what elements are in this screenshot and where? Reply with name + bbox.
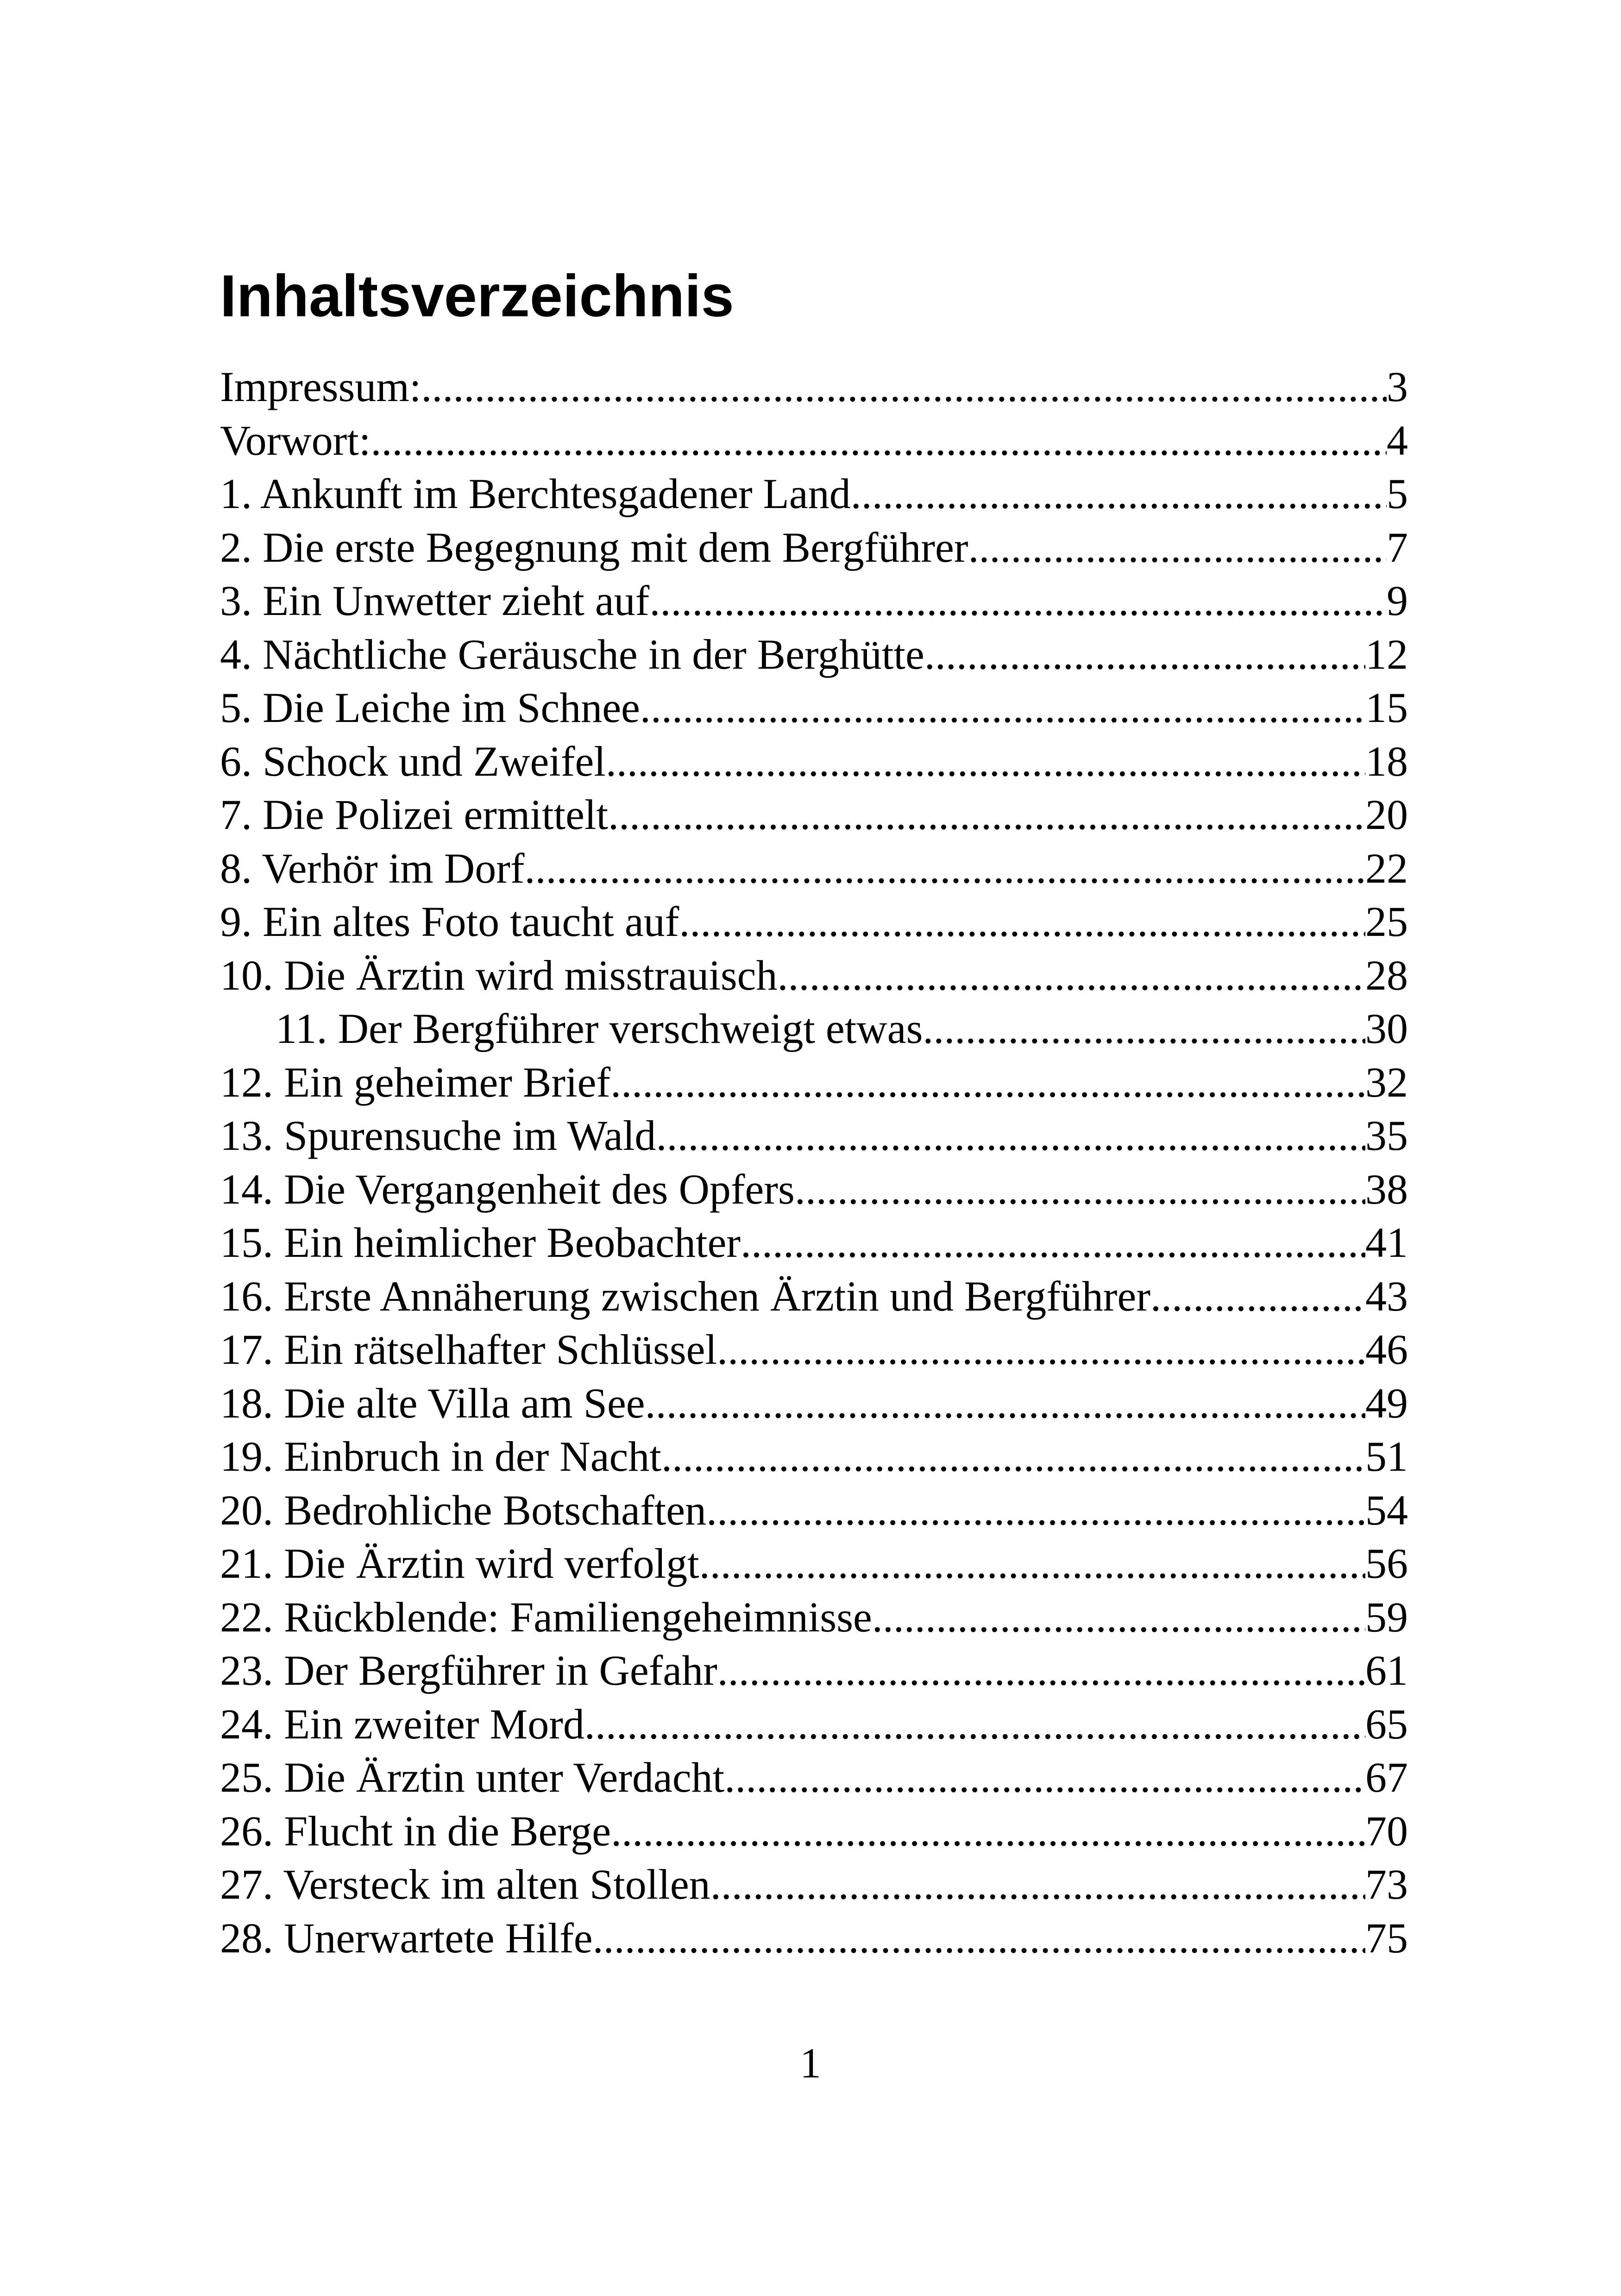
toc-entry-title: 14. Die Vergangenheit des Opfers (220, 1165, 795, 1213)
toc-entry (220, 842, 1408, 896)
toc-entry-page: 12 (1365, 630, 1408, 678)
toc-entry-page: 51 (1365, 1433, 1408, 1480)
toc-entry (220, 949, 1408, 1003)
toc-entry-page: 5 (1387, 470, 1408, 517)
toc-dot-leader (611, 1805, 1365, 1858)
toc-entry (220, 1002, 1408, 1056)
toc-entry-page: 59 (1365, 1593, 1408, 1641)
toc-dot-leader (717, 1644, 1365, 1698)
toc-entry-title: 24. Ein zweiter Mord (220, 1700, 584, 1748)
toc-entry (220, 521, 1408, 575)
toc-dot-leader (661, 1430, 1365, 1484)
toc-entry (220, 735, 1408, 789)
toc-entry-page: 28 (1365, 951, 1408, 999)
toc-entry (220, 414, 1408, 468)
toc-entry (220, 1912, 1408, 1965)
toc-entry-title: 16. Erste Annäherung zwischen Ärztin und Bergführer (220, 1272, 1150, 1320)
toc-dot-leader (584, 1698, 1365, 1751)
toc-entry-title: 8. Verhör im Dorf (220, 844, 525, 892)
toc-entry (220, 1216, 1408, 1270)
toc-entry-title: 13. Spurensuche im Wald (220, 1112, 656, 1159)
toc-entry-title: 26. Flucht in die Berge (220, 1807, 611, 1855)
toc-entry (220, 467, 1408, 521)
toc-entry (220, 360, 1408, 414)
toc-entry-title: 3. Ein Unwetter zieht auf (220, 577, 650, 624)
toc-entry (220, 1163, 1408, 1217)
toc-entry-page: 65 (1365, 1700, 1408, 1748)
toc-entry-title: 17. Ein rätselhafter Schlüssel (220, 1326, 717, 1373)
toc-dot-leader (656, 1109, 1365, 1163)
toc-entry-title: 1. Ankunft im Berchtesgadener Land (220, 470, 851, 517)
toc-entry (220, 788, 1408, 842)
toc-entry-title: Impressum: (220, 363, 421, 410)
toc-dot-leader (777, 949, 1365, 1003)
toc-dot-leader (608, 788, 1365, 842)
toc-entry-title: 23. Der Bergführer in Gefahr (220, 1647, 717, 1694)
toc-entry-page: 61 (1365, 1647, 1408, 1694)
toc-entry-page: 3 (1387, 363, 1408, 410)
toc-entry-title: 20. Bedrohliche Botschaften (220, 1486, 707, 1534)
toc-entry-title: 11. Der Bergführer verschweigt etwas (276, 1005, 923, 1052)
toc-entry-page: 4 (1387, 416, 1408, 464)
toc-entry-page: 38 (1365, 1165, 1408, 1213)
toc-entry (220, 1537, 1408, 1591)
toc-entry-title: 2. Die erste Begegnung mit dem Bergführer (220, 523, 968, 571)
toc-dot-leader (593, 1912, 1365, 1965)
toc-entry-page: 30 (1365, 1005, 1408, 1052)
toc-entry (220, 1323, 1408, 1377)
toc-entry (220, 574, 1408, 628)
toc-entry-page: 54 (1365, 1486, 1408, 1534)
toc-dot-leader (699, 1537, 1365, 1591)
toc-entry-title: 7. Die Polizei ermittelt (220, 791, 609, 838)
toc-entry (220, 1751, 1408, 1805)
toc-entry-title: 9. Ein altes Foto taucht auf (220, 898, 679, 945)
toc-entry-page: 56 (1365, 1540, 1408, 1587)
toc-entry-title: 25. Die Ärztin unter Verdacht (220, 1754, 725, 1801)
toc-dot-leader (421, 360, 1387, 414)
toc-entry-page: 25 (1365, 898, 1408, 945)
toc-entry-title: 10. Die Ärztin wird misstrauisch (220, 951, 778, 999)
toc-dot-leader (724, 1751, 1365, 1805)
toc-dot-leader (371, 414, 1387, 468)
toc-entry (220, 1270, 1408, 1324)
toc-dot-leader (610, 1056, 1365, 1110)
toc-entry-page: 7 (1387, 523, 1408, 571)
toc-dot-leader (924, 628, 1365, 682)
toc-entry (220, 1484, 1408, 1537)
toc-dot-leader (640, 681, 1365, 735)
toc-entry-title: 22. Rückblende: Familiengeheimnisse (220, 1593, 872, 1641)
toc-entry (220, 1805, 1408, 1858)
toc-entry-page: 70 (1365, 1807, 1408, 1855)
toc-entry-page: 15 (1365, 684, 1408, 731)
page-number: 1 (800, 2039, 821, 2087)
toc-dot-leader (795, 1163, 1365, 1217)
toc-dot-leader (717, 1323, 1365, 1377)
toc-entry-title: 27. Versteck im alten Stollen (220, 1861, 710, 1908)
toc-entry-title: 18. Die alte Villa am See (220, 1379, 645, 1427)
toc-entry-page: 20 (1365, 791, 1408, 838)
toc-entry-page: 35 (1365, 1112, 1408, 1159)
toc-entry-title: 6. Schock und Zweifel (220, 737, 606, 785)
toc-entry (220, 628, 1408, 682)
toc-entry (220, 895, 1408, 949)
toc-entry-page: 43 (1365, 1272, 1408, 1320)
toc-dot-leader (851, 467, 1387, 521)
toc-entry (220, 1430, 1408, 1484)
toc-entry-page: 49 (1365, 1379, 1408, 1427)
toc-entry-page: 22 (1365, 844, 1408, 892)
toc-entry (220, 1858, 1408, 1912)
toc-entry-title: Vorwort: (220, 416, 371, 464)
toc-dot-leader (606, 735, 1365, 789)
toc-entry-page: 9 (1387, 577, 1408, 624)
toc-entry (220, 1109, 1408, 1163)
page-title: Inhaltsverzeichnis (220, 263, 734, 329)
toc-entry-title: 21. Die Ärztin wird verfolgt (220, 1540, 699, 1587)
toc-dot-leader (649, 574, 1387, 628)
toc-dot-leader (1150, 1270, 1365, 1324)
toc-entry-title: 4. Nächtliche Geräusche in der Berghütte (220, 630, 924, 678)
toc-entry-page: 46 (1365, 1326, 1408, 1373)
toc-entry-page: 67 (1365, 1754, 1408, 1801)
toc-entry-page: 75 (1365, 1914, 1408, 1962)
toc-entry-title: 28. Unerwartete Hilfe (220, 1914, 593, 1962)
toc-entry (220, 1056, 1408, 1110)
toc-entry-title: 15. Ein heimlicher Beobachter (220, 1219, 741, 1266)
toc-entry (220, 1377, 1408, 1430)
toc-dot-leader (710, 1858, 1365, 1912)
toc-entry (220, 1644, 1408, 1698)
toc-entry (220, 1591, 1408, 1644)
toc-entry-page: 18 (1365, 737, 1408, 785)
table-of-contents (220, 360, 1408, 1965)
toc-entry (220, 1698, 1408, 1751)
toc-dot-leader (923, 1002, 1365, 1056)
toc-entry-title: 12. Ein geheimer Brief (220, 1058, 611, 1106)
toc-entry-title: 5. Die Leiche im Schnee (220, 684, 640, 731)
toc-dot-leader (706, 1484, 1365, 1537)
toc-dot-leader (645, 1377, 1365, 1430)
toc-dot-leader (679, 895, 1365, 949)
toc-entry-page: 41 (1365, 1219, 1408, 1266)
toc-entry (220, 681, 1408, 735)
toc-dot-leader (968, 521, 1387, 575)
toc-dot-leader (525, 842, 1365, 896)
toc-dot-leader (872, 1591, 1365, 1644)
toc-entry-page: 73 (1365, 1861, 1408, 1908)
toc-entry-title: 19. Einbruch in der Nacht (220, 1433, 661, 1480)
toc-entry-page: 32 (1365, 1058, 1408, 1106)
toc-dot-leader (741, 1216, 1365, 1270)
